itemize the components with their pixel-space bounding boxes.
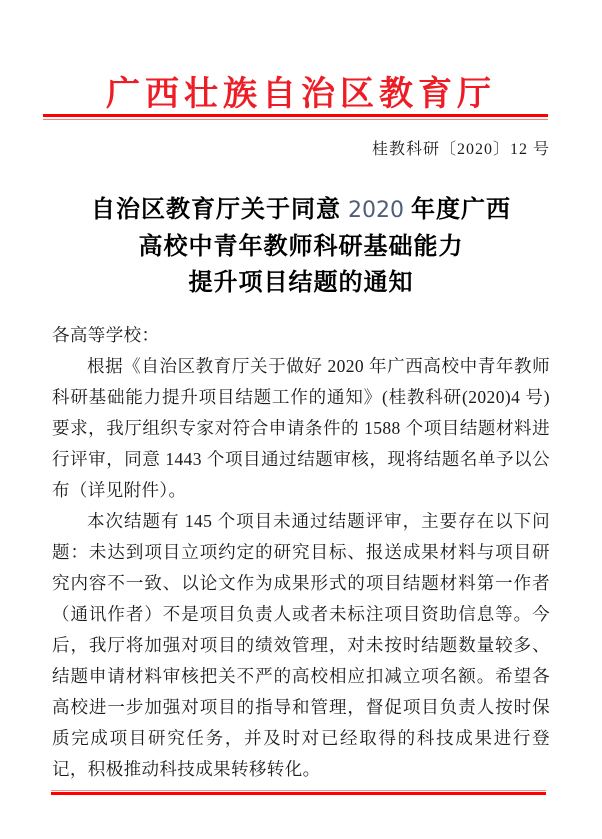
red-footer-rule [51,790,546,795]
title-line-1-pre: 自治区教育厅关于同意 [91,197,348,223]
title-line-3: 提升项目结题的通知 [188,270,414,296]
doc-number: 桂教科研〔2020〕12 号 [371,141,550,158]
title-line-1-post: 年度广西 [404,197,511,223]
title-line-2: 高校中青年教师科研基础能力 [138,234,464,260]
red-header-rule [43,114,548,120]
title-line-1 [0,192,602,229]
paragraph-2: 本次结题有 145 个项目未通过结题评审，主要存在以下问题：未达到项目立项约定的研究目标、报送成果材料与项目研究内容不一致、以论文作为成果形式的项目结题材料第一作者（通讯作者）不是项目负责人或者未标注项目资助信息等。今后，我厅将加强对项目的绩效管理，对未按时结题数量较多、结题申请材料审核把关不严的高校相应扣减立项名额。希望各高校进一步加强对项目的指导和管理，督促项目负责人按时保质完成项目研究任务，并及时对已经取得的科技成果进行登记，积极推动科技成果转移转化。 [52,511,550,779]
salutation: 各高等学校： [52,325,160,345]
org-name-heading: 广西壮族自治区教育厅 [106,76,496,113]
paragraph-1: 根据《自治区教育厅关于做好 2020 年广西高校中青年教师科研基础能力提升项目结题工作的通知》(桂教科研(2020)4 号)要求，我厅组织专家对符合申请条件的 1588 个项目结题材料进行评审，同意 1443 个项目通过结题审核，现将结题名单予以公布（详见附件）。 [52,356,550,500]
title-year: 2020 [348,198,404,223]
document-title [0,192,602,301]
document-body [52,320,550,785]
